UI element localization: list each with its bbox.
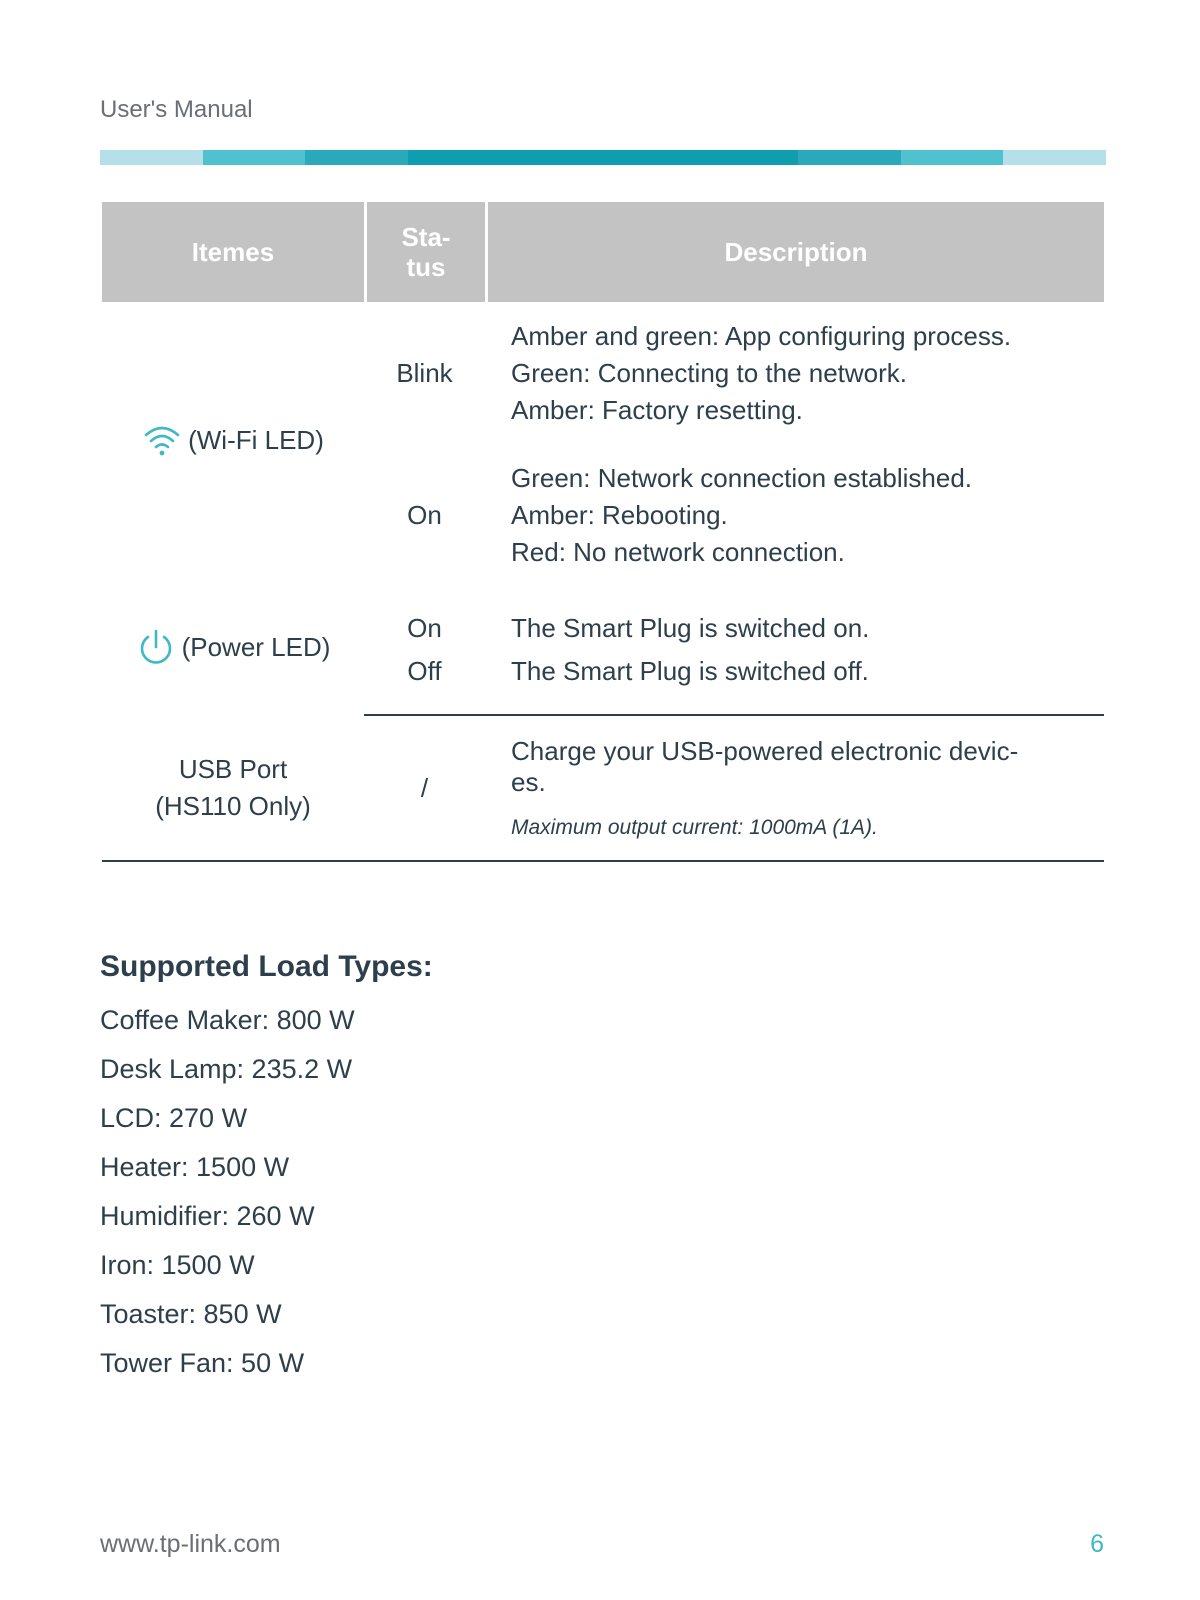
header-status: [364, 202, 485, 302]
usb-label-line1: USB Port: [178, 754, 288, 784]
wifi-led-label: [142, 423, 324, 459]
table-row-wifi-blink: [102, 302, 1104, 444]
usb-desc-line1: Charge your USB-powered electronic devic-: [511, 736, 1019, 766]
list-item: Coffee Maker: 800 W: [100, 1005, 355, 1035]
color-bar-segment: [203, 150, 306, 165]
color-bar-segment: [1003, 150, 1106, 165]
load-types-title: Supported Load Types:: [100, 950, 433, 983]
list-item: Tower Fan: 50 W: [100, 1348, 305, 1378]
wifi-icon: [142, 423, 182, 459]
cell-usb-desc: [485, 716, 1104, 862]
color-bar-segment: [901, 150, 1004, 165]
color-bar-segment: [305, 150, 408, 165]
load-types-list: [100, 996, 433, 1388]
page-header-title: User's Manual: [100, 96, 253, 123]
usb-desc-line2: es.: [511, 767, 546, 797]
supported-load-types: [100, 950, 433, 1388]
cell-usb-status: /: [364, 716, 485, 862]
list-item: Toaster: 850 W: [100, 1299, 282, 1329]
footer-url: www.tp-link.com: [100, 1530, 281, 1558]
usb-note: Maximum output current: 1000mA (1A).: [511, 816, 878, 839]
list-item: Iron: 1500 W: [100, 1250, 255, 1280]
wifi-on-line-1: Green: Network connection established.: [511, 462, 973, 493]
cell-wifi-on-status: On: [407, 499, 442, 530]
color-bar-segment: [100, 150, 203, 165]
header-description: Description: [485, 202, 1104, 302]
cell-wifi-on-desc: [485, 444, 1104, 586]
wifi-blink-line-3: Amber: Factory resetting.: [511, 394, 803, 425]
cell-wifi-item: [102, 302, 364, 586]
wifi-blink-line-1: Amber and green: App configuring process.: [511, 320, 1012, 351]
table-row-usb: [102, 716, 1104, 862]
header-status-line1: Sta-: [401, 222, 451, 252]
list-item: Desk Lamp: 235.2 W: [100, 1054, 353, 1084]
usb-label-line2: (HS110 Only): [155, 791, 311, 821]
power-icon: [136, 629, 176, 667]
cell-power-off-status: Off: [364, 650, 485, 716]
color-bar-segment: [408, 150, 798, 165]
cell-power-on-desc: The Smart Plug is switched on.: [511, 613, 870, 643]
wifi-blink-line-2: Green: Connecting to the network.: [511, 357, 908, 388]
cell-power-item: [102, 586, 364, 716]
color-bar-segment: [798, 150, 901, 165]
cell-usb-item: [102, 716, 364, 862]
header-items: Itemes: [102, 202, 364, 302]
page-number: 6: [1090, 1530, 1104, 1558]
list-item: LCD: 270 W: [100, 1103, 248, 1133]
power-led-label: [136, 629, 331, 667]
wifi-on-line-2: Amber: Rebooting.: [511, 499, 728, 530]
header-status-line2: tus: [406, 252, 446, 282]
cell-power-on-status: On: [407, 613, 442, 643]
cell-wifi-blink-status: Blink: [396, 357, 453, 388]
header-color-bar: [100, 150, 1106, 165]
table-header-row: [102, 202, 1104, 302]
list-item: Humidifier: 260 W: [100, 1201, 315, 1231]
wifi-on-line-3: Red: No network connection.: [511, 536, 845, 567]
cell-wifi-blink-desc: [485, 302, 1104, 444]
cell-power-off-desc: The Smart Plug is switched off.: [485, 650, 1104, 716]
power-led-text: (Power LED): [181, 632, 331, 662]
wifi-led-text: (Wi-Fi LED): [188, 425, 324, 455]
led-spec-table: [102, 202, 1104, 862]
table-row-power-on: [102, 586, 1104, 650]
list-item: Heater: 1500 W: [100, 1152, 290, 1182]
